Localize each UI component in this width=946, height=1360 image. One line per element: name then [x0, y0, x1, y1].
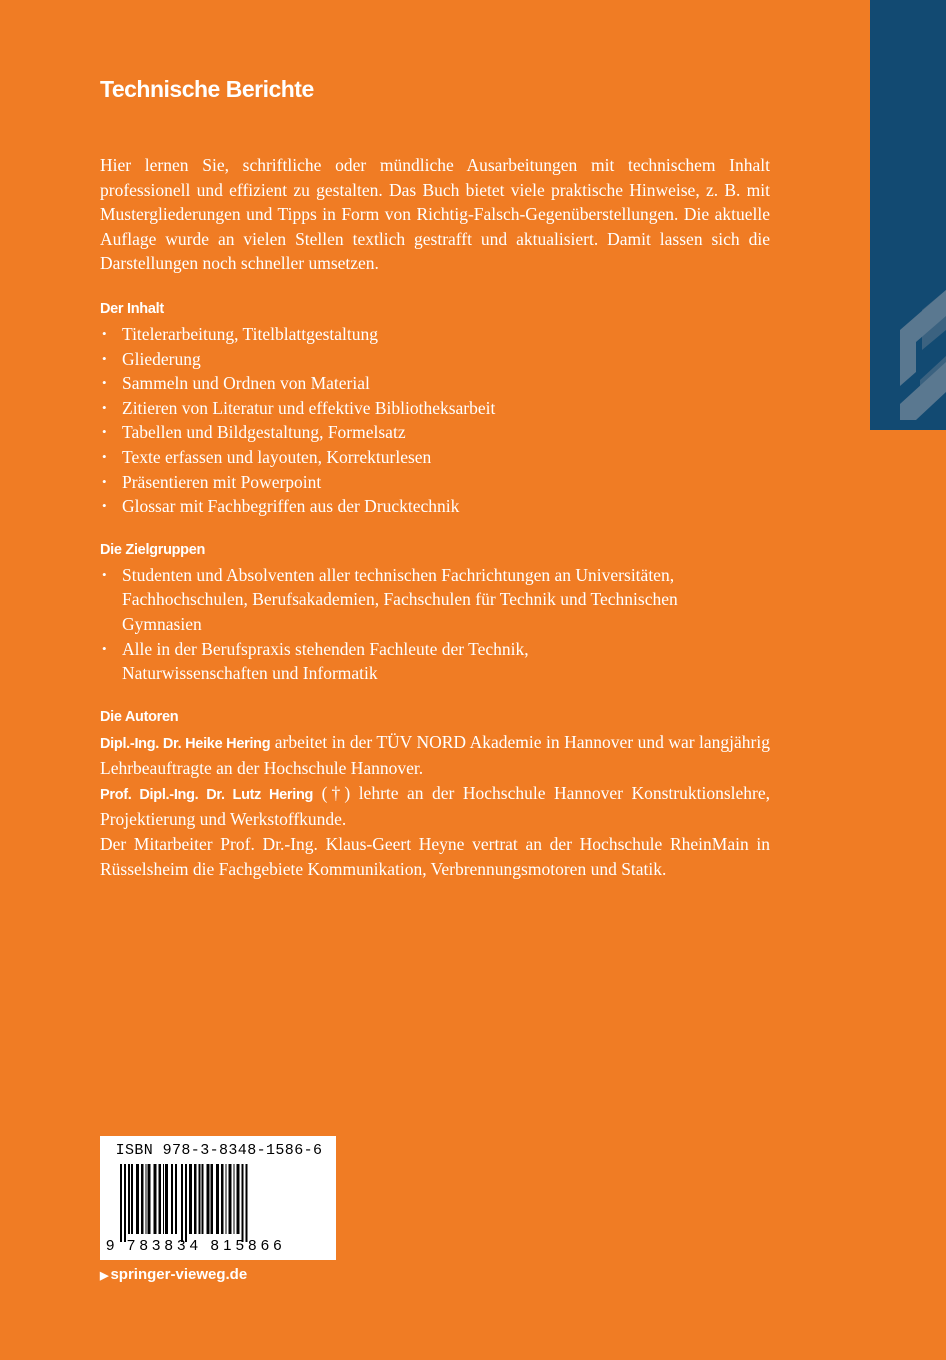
intro-paragraph: Hier lernen Sie, schriftliche oder mündliche Ausarbeitungen mit technischem Inhalt professionell und effizient zu gestalten. Das Buch bietet viele praktische Hinweise, z. B. mit Mustergliederungen und Tipps in Form von Richtig-Falsch-Gegenüberstellungen. Die aktuelle Auflage wurde an vielen Stellen textlich gestrafft und aktualisiert. Damit lassen sich die Darstellungen noch schneller umsetzen.: [100, 155, 770, 274]
barcode-bar: [226, 1164, 227, 1234]
barcode-bar: [185, 1164, 187, 1242]
list-item: • Sammeln und Ordnen von Material: [100, 371, 770, 396]
list-item: • Gliederung: [100, 347, 770, 372]
back-cover-content: [100, 72, 770, 881]
author-2-name: Prof. Dipl.-Ing. Dr. Lutz Hering: [100, 786, 314, 803]
list-item: • Titelerarbeitung, Titelblattgestaltung: [100, 322, 770, 347]
barcode-bar: [181, 1164, 183, 1242]
bullet-icon: •: [102, 473, 107, 489]
barcode-bar: [159, 1164, 162, 1234]
barcode-bar: [202, 1164, 204, 1234]
springer-logo-shape-icon: [870, 0, 946, 430]
bullet-icon: •: [102, 325, 107, 341]
list-item: • Texte erfassen und layouten, Korrekturlesen: [100, 445, 770, 470]
barcode-bar: [154, 1164, 157, 1234]
barcode-bar: [229, 1164, 232, 1234]
ean-number: 9 783834 815866: [106, 1237, 286, 1254]
book-title: Technische Berichte: [100, 76, 314, 102]
barcode-bar: [216, 1164, 219, 1234]
list-item: • Zitieren von Literatur und effektive Bibliotheksarbeit: [100, 396, 770, 421]
author-1-name: Dipl.-Ing. Dr. Heike Hering: [100, 735, 271, 752]
barcode-bar: [175, 1164, 177, 1234]
author-3-paragraph: Der Mitarbeiter Prof. Dr.-Ing. Klaus-Geert Heyne vertrat an der Hochschule RheinMain in Rüsselsheim die Fachgebiete Kommunikation, Verbrennungsmotoren und Statik.: [100, 834, 770, 879]
barcode-bar: [207, 1164, 210, 1234]
barcode-bar: [120, 1164, 122, 1242]
isbn-barcode: [100, 1136, 336, 1260]
barcode-bar: [211, 1164, 214, 1234]
list-item: • Tabellen und Bildgestaltung, Formelsatz: [100, 420, 770, 445]
section-heading-zielgruppen: Die Zielgruppen: [100, 541, 206, 558]
section-heading-inhalt: Der Inhalt: [100, 300, 164, 317]
barcode-bar: [221, 1164, 224, 1234]
barcode-bar: [148, 1164, 151, 1234]
bullet-icon: •: [102, 448, 107, 464]
list-item: • Glossar mit Fachbegriffen aus der Drucktechnik: [100, 494, 770, 519]
barcode-bar: [189, 1164, 192, 1234]
bullet-icon: •: [102, 498, 107, 514]
barcode-bar: [141, 1164, 144, 1234]
barcode-bar: [163, 1164, 164, 1234]
bullet-icon: •: [102, 566, 107, 582]
triangle-arrow-icon: ▶: [100, 1270, 109, 1282]
inhalt-list: [100, 322, 770, 519]
website-link[interactable]: ▶ springer-vieweg.de: [100, 1266, 248, 1283]
barcode-bar: [131, 1164, 133, 1234]
barcode-bar: [237, 1164, 240, 1234]
barcode-bar: [242, 1164, 244, 1242]
zielgruppen-list: [100, 563, 770, 686]
bullet-icon: •: [102, 399, 107, 415]
author-2-paragraph: Prof. Dipl.-Ing. Dr. Lutz Hering (†) lehrte an der Hochschule Hannover Konstruktionslehre, Projektierung und Werkstoffkunde.: [100, 782, 770, 830]
barcode-bar: [124, 1164, 126, 1242]
list-item: • Alle in der Berufspraxis stehenden Fachleute der Technik, Naturwissenschaften und Informatik: [102, 638, 529, 684]
barcode-bar: [165, 1164, 168, 1234]
list-item: • Präsentieren mit Powerpoint: [100, 470, 770, 495]
bullet-icon: •: [102, 350, 107, 366]
bullet-icon: •: [102, 424, 107, 440]
list-item: • Studenten und Absolventen aller technischen Fachrichtungen an Universitäten, Fachhochschulen, Berufsakademien, Fachschulen für Technik und Technischen Gymnasien: [102, 564, 678, 634]
barcode-bar: [246, 1164, 248, 1242]
author-1-paragraph: Dipl.-Ing. Dr. Heike Hering arbeitet in der TÜV NORD Akademie in Hannover und war langjährig Lehrbeauftragte an der Hochschule Hannover.: [100, 731, 770, 779]
barcode-bar: [146, 1164, 147, 1234]
barcode-bar: [136, 1164, 139, 1234]
barcode-bar: [171, 1164, 173, 1234]
section-heading-autoren: Die Autoren: [100, 708, 179, 725]
barcode-bar: [128, 1164, 130, 1234]
barcode-bar: [194, 1164, 197, 1234]
bullet-icon: •: [102, 640, 107, 656]
bullet-icon: •: [102, 375, 107, 391]
barcode-bar: [234, 1164, 235, 1234]
side-band: [870, 0, 946, 430]
isbn-label: ISBN 978-3-8348-1586-6: [115, 1142, 323, 1159]
authors-block: [100, 730, 770, 882]
barcode-bar: [199, 1164, 201, 1234]
